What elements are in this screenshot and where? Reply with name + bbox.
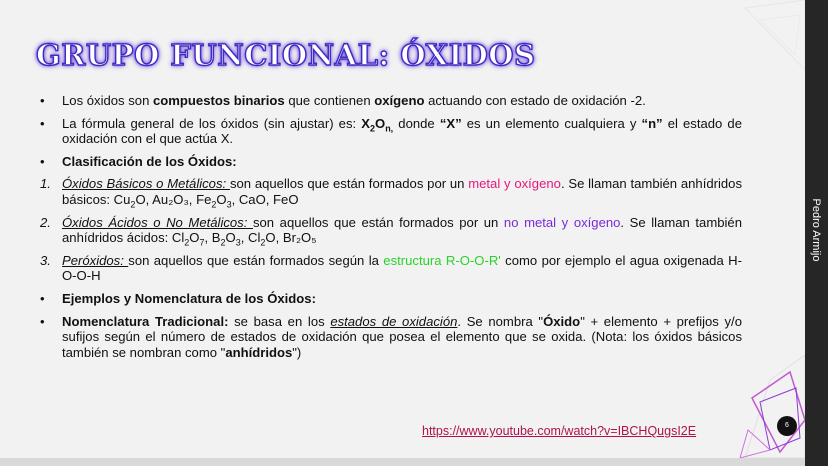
bold-text: “X” (439, 115, 462, 131)
section-heading: Clasificación de los Óxidos: (62, 153, 237, 169)
highlight-text: metal y oxígeno (468, 176, 561, 192)
bullet-item (40, 116, 742, 147)
bullet-item (40, 291, 742, 307)
section-heading: Ejemplos y Nomenclatura de los Óxidos: (62, 290, 316, 306)
text: Los óxidos son (62, 93, 153, 108)
highlight-text: estructura R-O-O-R' (383, 252, 501, 268)
number-marker: 1. (40, 176, 51, 192)
bold-text: Nomenclatura Tradicional: (62, 313, 229, 329)
text: donde (393, 115, 440, 131)
bold-text: Óxido (543, 313, 581, 329)
bold-text: oxígeno (374, 93, 425, 108)
formula: $X_2O_{n,}$ (361, 115, 394, 134)
slide-title: GRUPO FUNCIONAL: ÓXIDOS (36, 38, 536, 72)
text: " + elemento + prefijos y/o sufijos según el número de estados de oxidación que posea el elemento que se oxida. (Nota: los óxidos básicos también se nombran como " (62, 313, 742, 360)
text: como por ejemplo el agua oxigenada H-O-O-H (62, 252, 742, 284)
text: . Se llaman también anhídridos básicos: Cu (62, 176, 742, 207)
bullet-item (40, 314, 742, 361)
bullet-marker: • (40, 153, 45, 169)
content-list (40, 93, 742, 367)
bullet-item (40, 93, 742, 109)
bullet-item (40, 154, 742, 170)
bold-text: anhídridos (225, 344, 293, 360)
underlined-term: estados de oxidación (330, 313, 458, 329)
underlined-term: Óxidos Ácidos o No Metálicos: (62, 214, 253, 230)
text: son aquellos que están formados por un (229, 176, 469, 192)
youtube-link[interactable]: https://www.youtube.com/watch?v=IBCHQugsI2E (422, 424, 697, 438)
numbered-item (40, 253, 742, 284)
number-marker: 3. (40, 252, 51, 268)
bullet-marker: • (40, 290, 45, 306)
bold-text: “n” (641, 115, 663, 131)
author-label: Pedro Armijo (810, 198, 822, 262)
numbered-item: 1. Óxidos Básicos o Metálicos: son aquellos que están formados por un metal y oxígeno. Se llaman también anhídridos básicos: $Cu_2O$, Au₂O₃, $Fe_2O_3$, CaO, FeO (40, 176, 742, 210)
number-marker: 2. (40, 214, 51, 230)
text: actuando con estado de oxidación -2. (424, 93, 646, 108)
bullet-marker: • (40, 93, 45, 108)
bullet-marker: • (40, 313, 45, 329)
text: son aquellos que están formados según la (128, 252, 384, 268)
text: es un elemento cualquiera y (461, 115, 642, 131)
text: . Se nombra " (457, 313, 544, 329)
text: ") (292, 344, 302, 360)
numbered-item: 2. Óxidos Ácidos o No Metálicos: son aquellos que están formados por un no metal y oxígeno. Se llaman también anhídridos ácidos: $Cl_2O_7$, $B_2O_3$, $Cl_2O$, Br₂O₅ (40, 214, 742, 248)
text: se basa en los (228, 313, 331, 329)
page-number-badge: 6 (777, 416, 797, 436)
highlight-text: no metal y oxígeno (503, 214, 621, 230)
underlined-term: Óxidos Básicos o Metálicos: (62, 176, 230, 192)
text: el estado de oxidación con el que actúa X. (62, 115, 742, 147)
text: La fórmula general de los óxidos (sin ajustar) es: (62, 115, 362, 131)
text: . Se llaman también anhídridos ácidos: Cl (62, 214, 742, 246)
text: son aquellos que están formados por un (252, 214, 504, 230)
text: que contienen (284, 93, 375, 108)
bold-text: compuestos binarios (153, 93, 285, 108)
bottom-bar (0, 458, 805, 466)
bullet-marker: • (40, 115, 45, 131)
underlined-term: Peróxidos: (62, 252, 129, 268)
